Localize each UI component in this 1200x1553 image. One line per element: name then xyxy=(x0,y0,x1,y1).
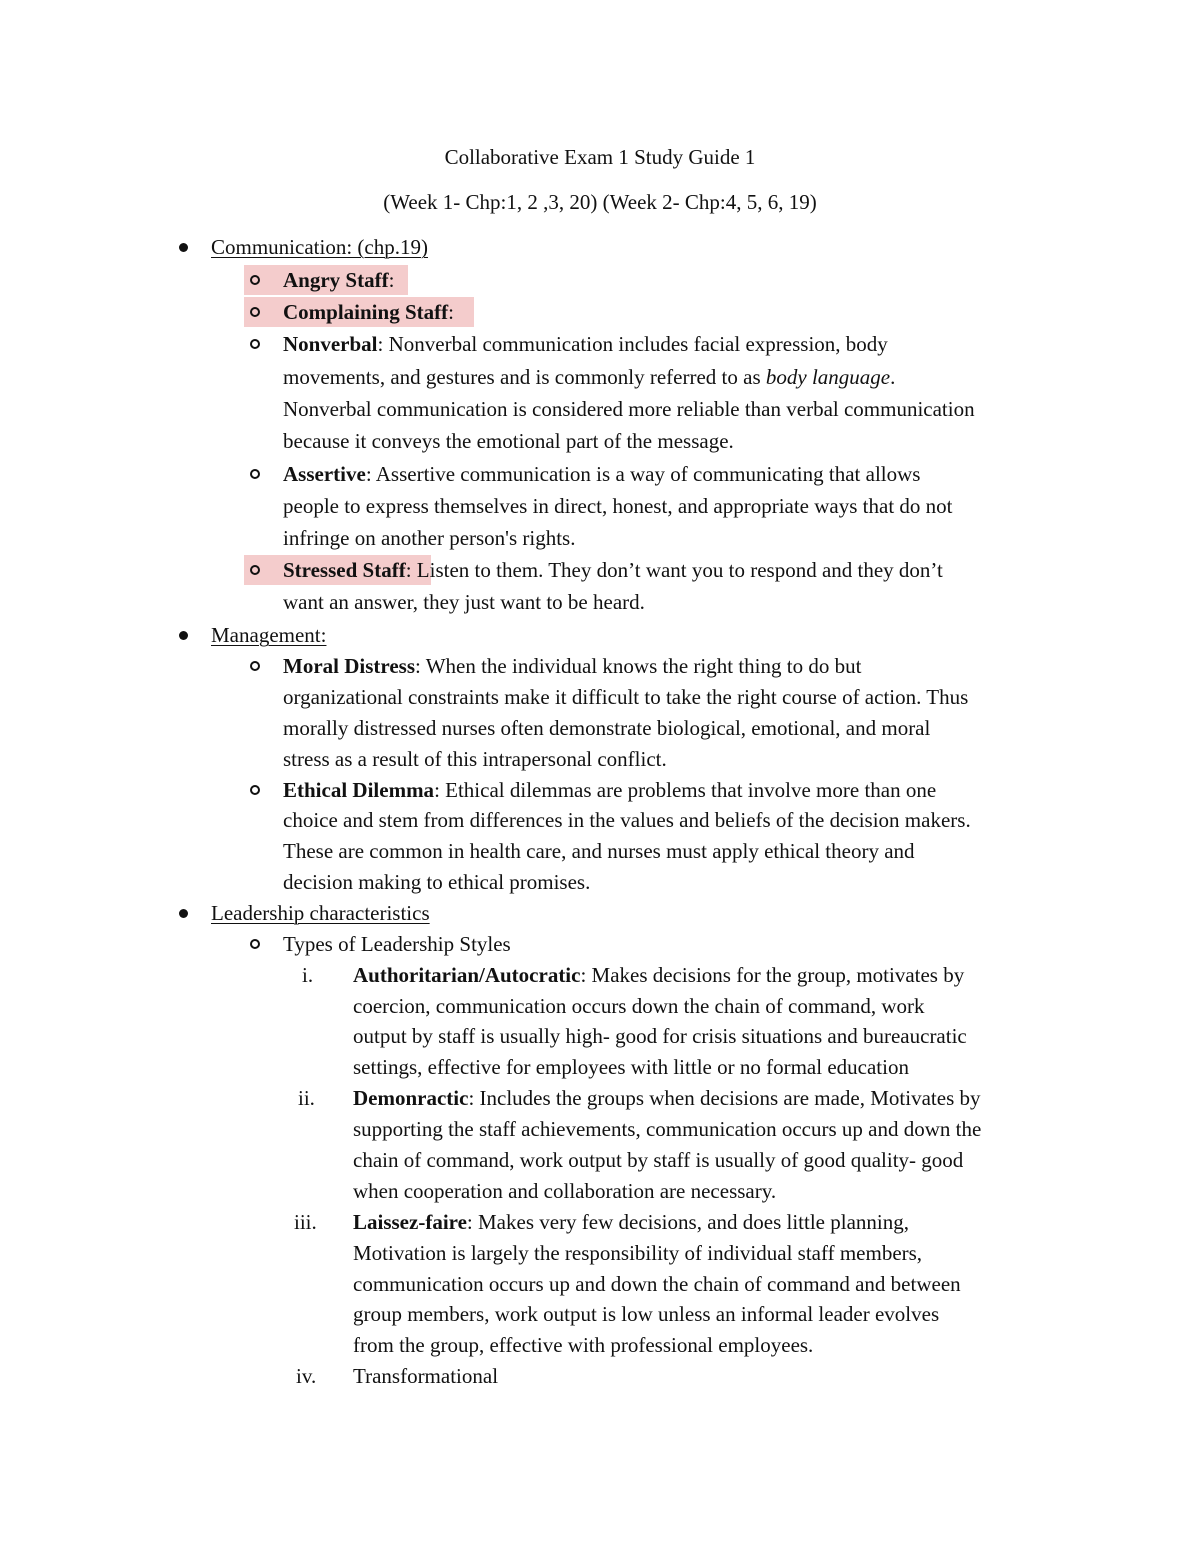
circle-bullet-icon xyxy=(250,565,260,575)
style-democratic-line: chain of command, work output by staff is usually of good quality- good xyxy=(353,1148,964,1172)
style-democratic-line: when cooperation and collaboration are necessary. xyxy=(353,1179,777,1203)
style-laissez-faire-line: communication occurs up and down the chain of command and between xyxy=(353,1272,961,1296)
style-autocratic-line: output by staff is usually high- good for crisis situations and bureaucratic xyxy=(353,1024,967,1048)
item-nonverbal-line: because it conveys the emotional part of the message. xyxy=(283,429,734,453)
item-ethical-dilemma-line: These are common in health care, and nurses must apply ethical theory and xyxy=(283,839,915,863)
list-numeral: ii. xyxy=(298,1086,315,1110)
style-autocratic-line: coercion, communication occurs down the chain of command, work xyxy=(353,994,925,1018)
document-subtitle: (Week 1- Chp:1, 2 ,3, 20) (Week 2- Chp:4, 5, 6, 19) xyxy=(383,190,817,214)
circle-bullet-icon xyxy=(250,275,260,285)
item-ethical-dilemma: Ethical Dilemma: Ethical dilemmas are problems that involve more than one xyxy=(283,778,937,802)
item-angry-staff: Angry Staff: xyxy=(283,268,395,292)
item-ethical-dilemma-line: choice and stem from differences in the values and beliefs of the decision makers. xyxy=(283,808,971,832)
item-nonverbal: Nonverbal: Nonverbal communication includes facial expression, body xyxy=(283,332,888,356)
circle-bullet-icon xyxy=(250,661,260,671)
item-stressed-staff-line: want an answer, they just want to be heard. xyxy=(283,590,645,614)
item-nonverbal-line: Nonverbal communication is considered more reliable than verbal communication xyxy=(283,397,975,421)
item-moral-distress-line: organizational constraints make it difficult to take the right course of action. Thus xyxy=(283,685,969,709)
style-autocratic-line: settings, effective for employees with little or no formal education xyxy=(353,1055,909,1079)
item-moral-distress-line: morally distressed nurses often demonstrate biological, emotional, and moral xyxy=(283,716,931,740)
circle-bullet-icon xyxy=(250,307,260,317)
section-heading-communication: Communication: (chp.19) xyxy=(211,235,428,259)
item-ethical-dilemma-line: decision making to ethical promises. xyxy=(283,870,591,894)
circle-bullet-icon xyxy=(250,939,260,949)
style-laissez-faire-line: from the group, effective with professional employees. xyxy=(353,1333,814,1357)
style-laissez-faire: Laissez-faire: Makes very few decisions, and does little planning, xyxy=(353,1210,909,1234)
circle-bullet-icon xyxy=(250,469,260,479)
list-numeral: iii. xyxy=(294,1210,317,1234)
item-complaining-staff: Complaining Staff: xyxy=(283,300,454,324)
item-assertive-line: infringe on another person's rights. xyxy=(283,526,576,550)
bullet-icon xyxy=(179,243,188,252)
circle-bullet-icon xyxy=(250,339,260,349)
style-transformational: Transformational xyxy=(353,1364,499,1388)
list-numeral: i. xyxy=(302,963,314,987)
item-assertive: Assertive: Assertive communication is a way of communicating that allows xyxy=(283,462,921,486)
item-moral-distress: Moral Distress: When the individual knows the right thing to do but xyxy=(283,654,862,678)
item-types-of-leadership: Types of Leadership Styles xyxy=(283,932,511,956)
item-stressed-staff: Stressed Staff: Listen to them. They don’t want you to respond and they don’t xyxy=(283,558,943,582)
bullet-icon xyxy=(179,631,188,640)
style-autocratic: Authoritarian/Autocratic: Makes decisions for the group, motivates by xyxy=(353,963,965,987)
style-democratic-line: supporting the staff achievements, communication occurs up and down the xyxy=(353,1117,982,1141)
style-laissez-faire-line: Motivation is largely the responsibility of individual staff members, xyxy=(353,1241,923,1265)
item-nonverbal-line: movements, and gestures and is commonly referred to as body language. xyxy=(283,365,896,389)
bullet-icon xyxy=(179,909,188,918)
style-democratic: Demonractic: Includes the groups when decisions are made, Motivates by xyxy=(353,1086,981,1110)
section-heading-management: Management: xyxy=(211,623,327,647)
item-assertive-line: people to express themselves in direct, honest, and appropriate ways that do not xyxy=(283,494,953,518)
document-title: Collaborative Exam 1 Study Guide 1 xyxy=(444,145,756,169)
section-heading-leadership: Leadership characteristics xyxy=(211,901,430,925)
item-moral-distress-line: stress as a result of this intrapersonal conflict. xyxy=(283,747,667,771)
list-numeral: iv. xyxy=(296,1364,317,1388)
circle-bullet-icon xyxy=(250,785,260,795)
style-laissez-faire-line: group members, work output is low unless an informal leader evolves xyxy=(353,1302,940,1326)
